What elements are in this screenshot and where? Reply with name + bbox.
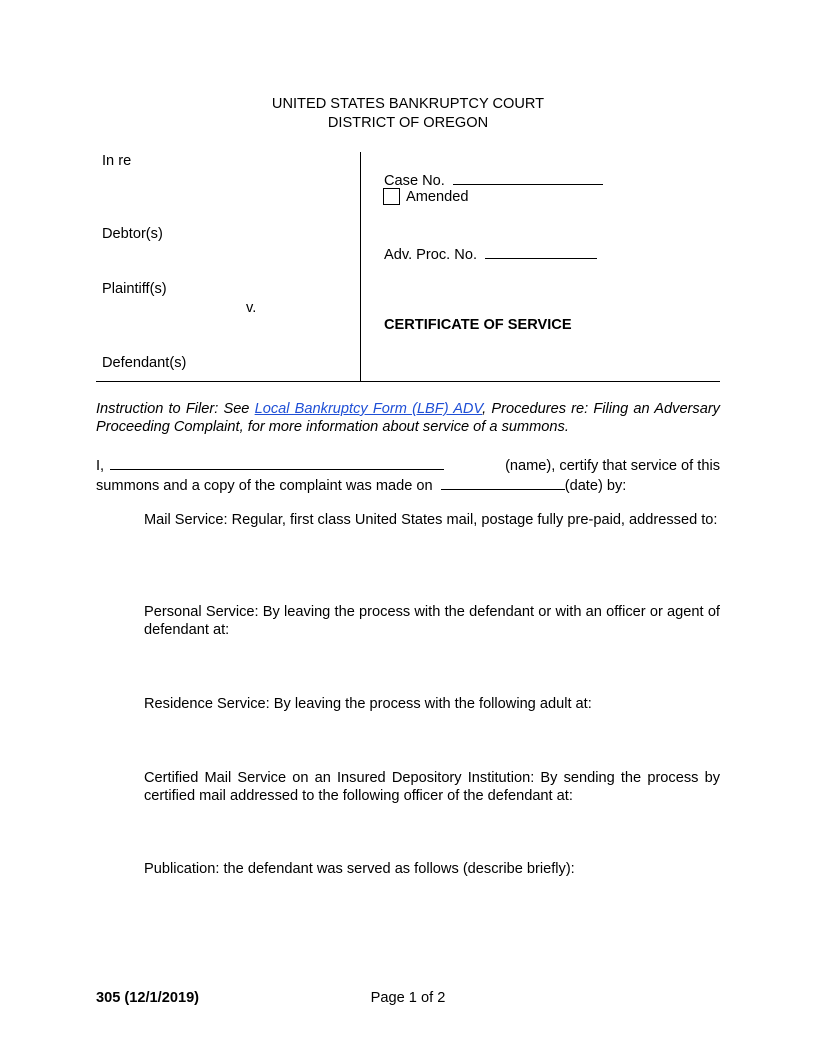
amended-label: Amended (406, 189, 469, 205)
caption-horizontal-divider (96, 381, 720, 382)
certificate-title: CERTIFICATE OF SERVICE (384, 317, 572, 333)
court-header (0, 95, 816, 133)
versus-label: v. (246, 300, 257, 316)
personal-service-item: Personal Service: By leaving the process with the defendant or with an officer or agent of defendant at: (144, 604, 720, 638)
residence-service-item: Residence Service: By leaving the process with the following adult at: (144, 696, 592, 712)
adv-proc-field[interactable] (485, 244, 597, 259)
name-field[interactable] (110, 455, 444, 470)
publication-service-item: Publication: the defendant was served as follows (describe briefly): (144, 861, 575, 877)
certification-statement (96, 455, 720, 495)
mail-service-item: Mail Service: Regular, first class United States mail, postage fully pre-paid, addressed to: (144, 512, 718, 528)
service-date-prefix: summons and a copy of the complaint was made on (96, 478, 433, 494)
instruction-to-filer (96, 400, 720, 436)
certified-mail-service-item: Certified Mail Service on an Insured Depository Institution: By sending the process by certified mail addressed to the following officer of the defendant at: (144, 770, 720, 804)
amended-row (383, 188, 468, 206)
caption-vertical-divider (360, 152, 361, 382)
court-name: UNITED STATES BANKRUPTCY COURT (271, 96, 545, 112)
in-re-label: In re (102, 153, 132, 169)
page-number: Page 1 of 2 (370, 990, 446, 1006)
debtors-label: Debtor(s) (102, 226, 163, 242)
defendants-label: Defendant(s) (102, 355, 187, 371)
case-number-row (384, 170, 603, 190)
case-number-field[interactable] (453, 170, 603, 185)
service-date-label: (date) by: (564, 478, 627, 494)
adv-proc-row (384, 244, 597, 264)
adv-proc-label: Adv. Proc. No. (384, 247, 477, 263)
certify-i-label: I, (96, 458, 105, 474)
instruction-suffix: , Procedures re: Filing an Adversary Proceeding Complaint, for more information about service of a summons. (96, 401, 720, 435)
instruction-prefix: Instruction to Filer: See (96, 401, 255, 417)
lbf-adv-link[interactable]: Local Bankruptcy Form (LBF) ADV (254, 401, 483, 417)
service-date-field[interactable] (441, 475, 565, 490)
amended-checkbox[interactable] (383, 188, 400, 205)
form-id: 305 (12/1/2019) (96, 990, 200, 1006)
plaintiffs-label: Plaintiff(s) (102, 281, 167, 297)
district-name: DISTRICT OF OREGON (327, 115, 489, 131)
case-number-label: Case No. (384, 173, 445, 189)
name-label: (name), certify that service of this (505, 458, 720, 474)
